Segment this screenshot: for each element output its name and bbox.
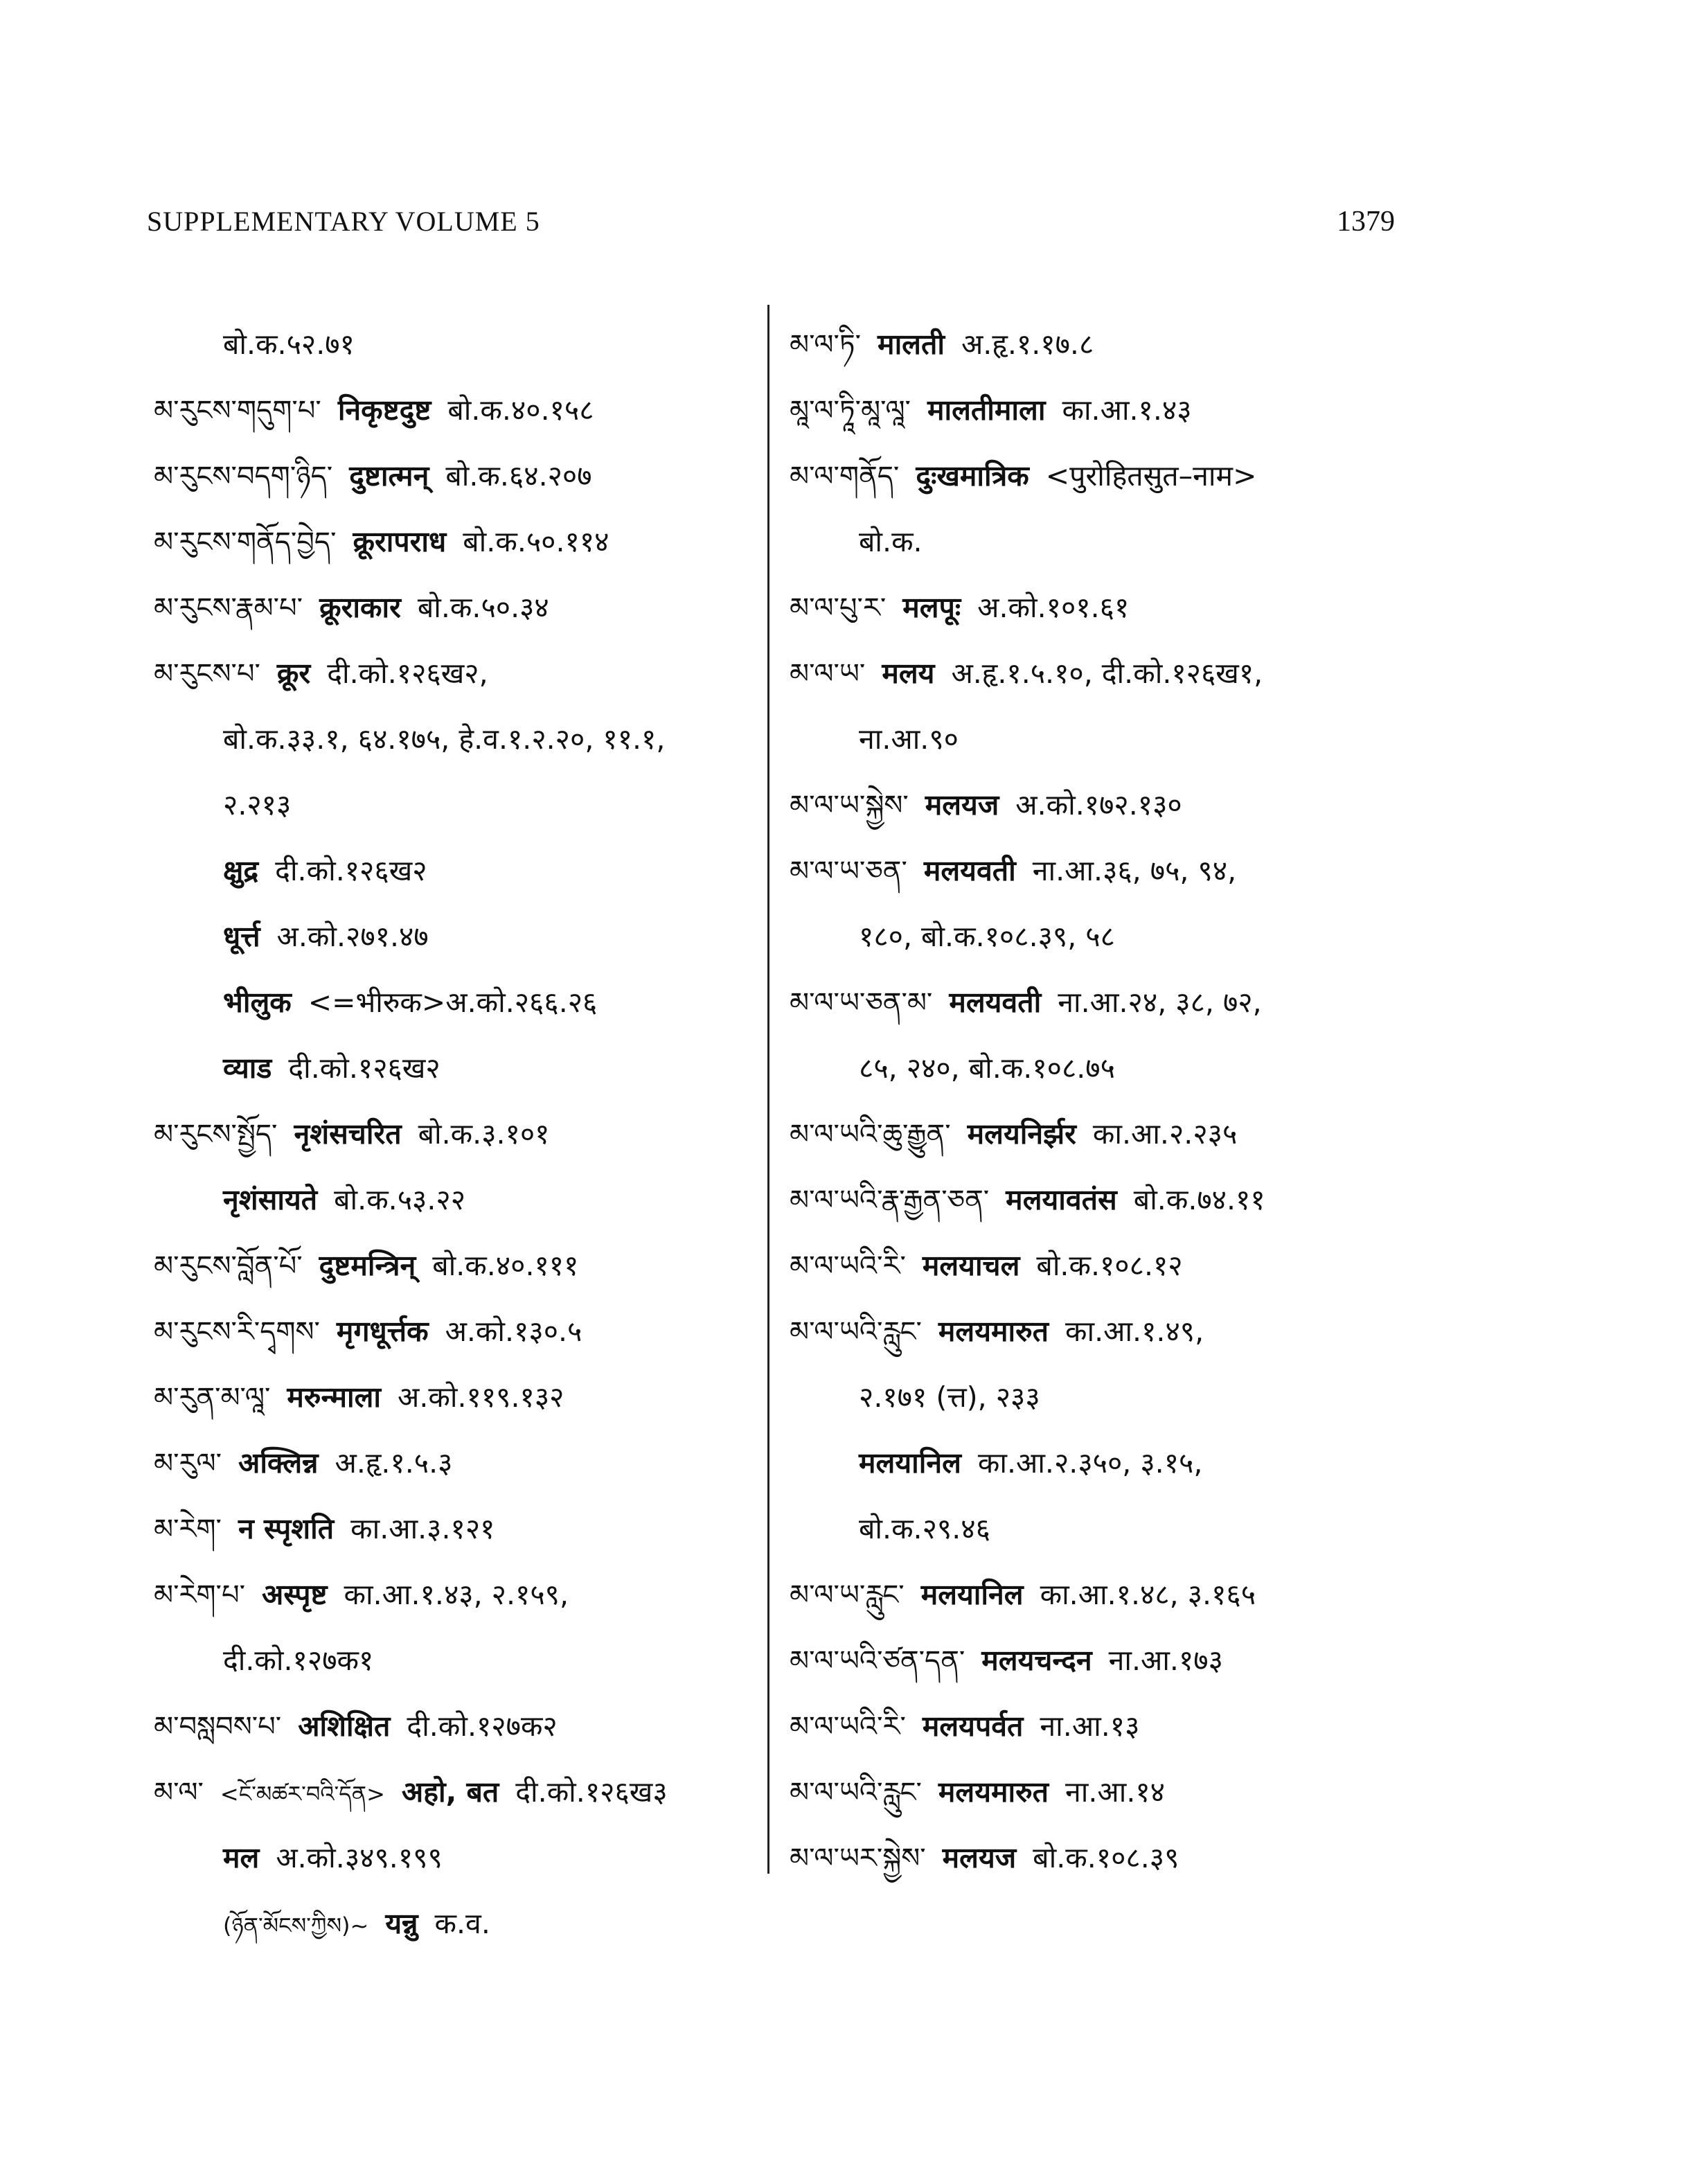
tibetan-headword: མ་རུངས་བློན་པོ་ [154, 1250, 303, 1282]
tibetan-headword: མ་ལ་ [154, 1777, 204, 1809]
dictionary-entry-line [154, 838, 763, 904]
tibetan-headword: མ་རུངས་བདག་ཉིད་ [154, 461, 333, 492]
source-reference: ना.आ.३६, ७५, ९४, [1032, 854, 1237, 887]
right-column [790, 312, 1413, 1891]
source-reference: का.आ.२.२३५ [1092, 1117, 1238, 1151]
sanskrit-equivalent: मलयवती [923, 854, 1016, 887]
source-reference: बो.क.५०.३४ [417, 591, 549, 624]
source-reference: दी.को.१२६ख२ [275, 854, 427, 887]
dictionary-entry-line [790, 1628, 1413, 1694]
tibetan-headword: མ་རུངས་རྣམ་པ་ [154, 592, 303, 624]
dictionary-entry-line [790, 575, 1413, 641]
sanskrit-equivalent: धूर्त्त [223, 920, 260, 953]
sanskrit-equivalent: अहो, बत [401, 1775, 499, 1809]
sanskrit-equivalent: मलयज [942, 1841, 1017, 1874]
sanskrit-equivalent: दुष्टात्मन् [349, 459, 429, 492]
dictionary-entry-line [790, 1299, 1413, 1365]
tibetan-note: (ཉོན་མོངས་ཀྱིས)~ [223, 1912, 369, 1939]
dictionary-entry-line [154, 641, 763, 707]
sanskrit-equivalent: अस्पृष्ट [262, 1578, 328, 1611]
dictionary-entry-line [790, 970, 1413, 1036]
source-reference: बो.क. [859, 525, 923, 558]
dictionary-entry-line [790, 312, 1413, 378]
sanskrit-equivalent: नृशंसचरित [294, 1117, 402, 1151]
source-reference: दी.को.१२६ख२, [327, 657, 488, 690]
sanskrit-equivalent: मलपूः [902, 591, 961, 624]
dictionary-entry-line [790, 1036, 1413, 1101]
dictionary-entry-line [790, 1562, 1413, 1628]
sanskrit-equivalent: भीलुक [223, 986, 292, 1019]
source-reference: बो.क.२९.४६ [859, 1512, 990, 1545]
sanskrit-equivalent: मालती [878, 328, 945, 361]
source-reference: <पुरोहितसुत–नाम> [1045, 459, 1257, 492]
dictionary-entry-line [154, 1562, 763, 1628]
tibetan-headword: མ་ལ་ཡའི་རླུང་ [790, 1316, 922, 1348]
source-reference: ना.आ.१३ [1040, 1710, 1140, 1743]
dictionary-entry-line [154, 970, 763, 1036]
sanskrit-equivalent: मलय [882, 657, 935, 690]
sanskrit-equivalent: मल [223, 1841, 260, 1874]
sanskrit-equivalent: मलयावतंस [1006, 1183, 1117, 1216]
dictionary-entry-line [790, 1694, 1413, 1759]
source-reference: का.आ.१.४३ [1062, 393, 1192, 427]
dictionary-entry-line [790, 772, 1413, 838]
sanskrit-equivalent: निकृष्टदुष्ट [337, 393, 431, 427]
sanskrit-equivalent: अशिक्षित [298, 1710, 391, 1743]
dictionary-entry-line [154, 378, 763, 443]
sanskrit-equivalent: दुःखमात्रिक [916, 459, 1029, 492]
tibetan-headword: མཱ་ལ་ཏཱི་མཱ་ལཱ་ [790, 395, 911, 427]
source-reference: बो.क.३३.१, ६४.१७५, हे.व.१.२.२०, ११.१, [223, 722, 666, 756]
tibetan-headword: མ་ལ་ཡའི་རླུང་ [790, 1777, 922, 1809]
tibetan-headword: མ་རེག་པ་ [154, 1579, 245, 1611]
dictionary-entry-line [154, 312, 763, 378]
source-reference: <=भीरुक>अ.को.२६६.२६ [308, 986, 598, 1019]
dictionary-entry-line [154, 707, 763, 772]
source-reference: अ.हृ.१.१७.८ [961, 328, 1094, 361]
tibetan-headword: མ་རུངས་རི་དྭགས་ [154, 1316, 320, 1348]
source-reference: बो.क.४०.१५८ [447, 393, 594, 427]
sanskrit-equivalent: मलयानिल [920, 1578, 1024, 1611]
page-number: 1379 [1337, 206, 1395, 238]
source-reference: अ.को.१३०.५ [445, 1315, 582, 1348]
tibetan-headword: མ་ལ་ཡ་ [790, 658, 866, 690]
left-column [154, 312, 763, 1957]
source-reference: अ.हृ.१.५.१०, दी.को.१२६ख१, [951, 657, 1263, 690]
source-reference: अ.को.१०१.६१ [977, 591, 1130, 624]
source-reference: का.आ.३.१२१ [350, 1512, 495, 1545]
sanskrit-equivalent: नृशंसायते [223, 1183, 318, 1216]
tibetan-headword: མ་རུངས་གདུག་པ་ [154, 395, 321, 427]
dictionary-entry-line [154, 904, 763, 970]
tibetan-headword: མ་རུལ་ [154, 1448, 222, 1480]
source-reference: ना.आ.१७३ [1108, 1644, 1223, 1677]
sanskrit-equivalent: क्षुद्र [223, 854, 259, 887]
dictionary-entry-line [790, 1759, 1413, 1825]
source-reference: अ.को.११९.१३२ [398, 1380, 564, 1414]
sanskrit-equivalent: मृगधूर्त्तक [336, 1315, 429, 1348]
tibetan-headword: མ་ལ་ཡར་སྐྱེས་ [790, 1843, 926, 1874]
dictionary-entry-line [154, 772, 763, 838]
source-reference: दी.को.१२७क२ [407, 1710, 558, 1743]
dictionary-entry-line [790, 641, 1413, 707]
source-reference: ना.आ.९० [859, 722, 959, 756]
dictionary-entry-line [154, 443, 763, 509]
dictionary-entry-line [790, 904, 1413, 970]
source-reference: का.आ.२.३५०, ३.१५, [977, 1446, 1203, 1480]
tibetan-headword: མ་རུངས་སྤྱོད་ [154, 1119, 278, 1151]
source-reference: अ.हृ.१.५.३ [335, 1446, 453, 1480]
sanskrit-equivalent: मलयाचल [922, 1249, 1020, 1282]
tibetan-headword: མ་རུངས་གནོད་བྱེད་ [154, 526, 337, 558]
dictionary-entry-line [154, 1299, 763, 1365]
sanskrit-equivalent: मलयनिर्झर [967, 1117, 1076, 1151]
tibetan-headword: མ་ལ་ཡ་སྐྱེས་ [790, 790, 909, 822]
column-divider [767, 305, 769, 1874]
tibetan-headword: མ་ལ་གནོད་ [790, 461, 900, 492]
sanskrit-equivalent: क्रूर [276, 657, 311, 690]
sanskrit-equivalent: मलयपर्वत [922, 1710, 1024, 1743]
sanskrit-equivalent: क्रूराकार [319, 591, 401, 624]
sanskrit-equivalent: यन्नु [385, 1907, 418, 1940]
sanskrit-equivalent: मालतीमाला [927, 393, 1046, 427]
sanskrit-equivalent: क्रूरापराध [353, 525, 447, 558]
source-reference: अ.को.३४९.१९९ [276, 1841, 443, 1874]
sanskrit-equivalent: मलयमारुत [938, 1775, 1049, 1809]
sanskrit-equivalent: न स्पृशति [238, 1512, 335, 1545]
dictionary-entry-line [154, 1101, 763, 1167]
dictionary-entry-line [154, 1628, 763, 1694]
dictionary-entry-line [790, 509, 1413, 575]
source-reference: अ.को.१७२.१३० [1015, 788, 1182, 822]
dictionary-entry-line [790, 1496, 1413, 1562]
sanskrit-equivalent: मलयचन्दन [981, 1644, 1092, 1677]
tibetan-headword: མ་ལ་ཡའི་རྣ་རྒྱན་ཅན་ [790, 1184, 990, 1216]
dictionary-entry-line [154, 575, 763, 641]
source-reference: १८०, बो.क.१०८.३९, ५८ [859, 920, 1115, 953]
dictionary-entry-line [154, 1694, 763, 1759]
tibetan-headword: མ་ལ་ཡ་རླུང་ [790, 1579, 905, 1611]
dictionary-entry-line [154, 1759, 763, 1825]
sanskrit-equivalent: मरुन्माला [287, 1380, 382, 1414]
source-reference: का.आ.१.४३, २.१५९, [344, 1578, 569, 1611]
dictionary-entry-line [790, 1430, 1413, 1496]
tibetan-headword: མ་ལ་ཡའི་རི་ [790, 1711, 906, 1743]
sanskrit-equivalent: व्याड [223, 1051, 272, 1085]
dictionary-entry-line [154, 1496, 763, 1562]
source-reference: बो.क.१०८.१२ [1036, 1249, 1183, 1282]
source-reference: क.व. [434, 1907, 490, 1940]
tibetan-headword: མ་ལ་ཡ་ཅན་མ་ [790, 987, 933, 1019]
tibetan-headword: མ་རུངས་པ་ [154, 658, 260, 690]
tibetan-headword: མ་ལ་ཏི་ [790, 329, 862, 361]
source-reference: दी.को.१२६ख३ [515, 1775, 668, 1809]
sanskrit-equivalent: दुष्टमन्त्रिन् [319, 1249, 416, 1282]
dictionary-entry-line [154, 509, 763, 575]
source-reference: २.१७१ (त्त), २३३ [859, 1380, 1040, 1414]
tibetan-headword: མ་ལ་ཡའི་ཙན་དན་ [790, 1645, 965, 1677]
source-reference: बो.क.३.१०१ [418, 1117, 550, 1151]
dictionary-entry-line [154, 1167, 763, 1233]
tibetan-note: <ངོ་མཚར་བའི་དོན> [220, 1781, 385, 1807]
source-reference: बो.क.५२.७१ [223, 328, 355, 361]
source-reference: अ.को.२७१.४७ [276, 920, 429, 953]
dictionary-entry-line [154, 1233, 763, 1299]
source-reference: ८५, २४०, बो.क.१०८.७५ [859, 1051, 1115, 1085]
source-reference: ना.आ.१४ [1065, 1775, 1165, 1809]
tibetan-headword: མ་ལ་ཡ་ཅན་ [790, 855, 907, 887]
source-reference: का.आ.१.४८, ३.१६५ [1040, 1578, 1256, 1611]
dictionary-entry-line [790, 443, 1413, 509]
sanskrit-equivalent: अक्लिन्न [238, 1446, 319, 1480]
source-reference: का.आ.१.४९, [1065, 1315, 1204, 1348]
dictionary-entry-line [154, 1036, 763, 1101]
dictionary-entry-line [790, 838, 1413, 904]
source-reference: बो.क.१०८.३९ [1033, 1841, 1179, 1874]
source-reference: बो.क.५३.२२ [334, 1183, 466, 1216]
source-reference: २.२१३ [223, 788, 292, 822]
source-reference: बो.क.७४.११ [1133, 1183, 1265, 1216]
source-reference: बो.क.५०.११४ [463, 525, 609, 558]
source-reference: बो.क.४०.१११ [432, 1249, 579, 1282]
tibetan-headword: མ་རུན་མ་ལཱ་ [154, 1382, 271, 1414]
dictionary-entry-line [154, 1825, 763, 1891]
tibetan-headword: མ་རེག་ [154, 1513, 222, 1545]
tibetan-headword: མ་བསླབས་པ་ [154, 1711, 282, 1743]
dictionary-entry-line [790, 707, 1413, 772]
dictionary-entry-line [790, 1825, 1413, 1891]
running-head: SUPPLEMENTARY VOLUME 5 [147, 206, 540, 237]
dictionary-entry-line [790, 1167, 1413, 1233]
sanskrit-equivalent: मलयवती [949, 986, 1042, 1019]
dictionary-entry-line [790, 378, 1413, 443]
tibetan-headword: མ་ལ་པུ་ར་ [790, 592, 887, 624]
source-reference: ना.आ.२४, ३८, ७२, [1058, 986, 1262, 1019]
source-reference: बो.क.६४.२०७ [445, 459, 592, 492]
dictionary-entry-line [154, 1891, 763, 1957]
source-reference: दी.को.१२६ख२ [288, 1051, 440, 1085]
source-reference: दी.को.१२७क१ [223, 1644, 374, 1677]
dictionary-entry-line [154, 1365, 763, 1430]
dictionary-entry-line [154, 1430, 763, 1496]
dictionary-entry-line [790, 1101, 1413, 1167]
dictionary-entry-line [790, 1233, 1413, 1299]
tibetan-headword: མ་ལ་ཡའི་རི་ [790, 1250, 906, 1282]
tibetan-headword: མ་ལ་ཡའི་ཆུ་རྒྱུན་ [790, 1119, 951, 1151]
sanskrit-equivalent: मलयमारुत [938, 1315, 1049, 1348]
sanskrit-equivalent: मलयज [925, 788, 999, 822]
dictionary-entry-line [790, 1365, 1413, 1430]
sanskrit-equivalent: मलयानिल [859, 1446, 961, 1480]
